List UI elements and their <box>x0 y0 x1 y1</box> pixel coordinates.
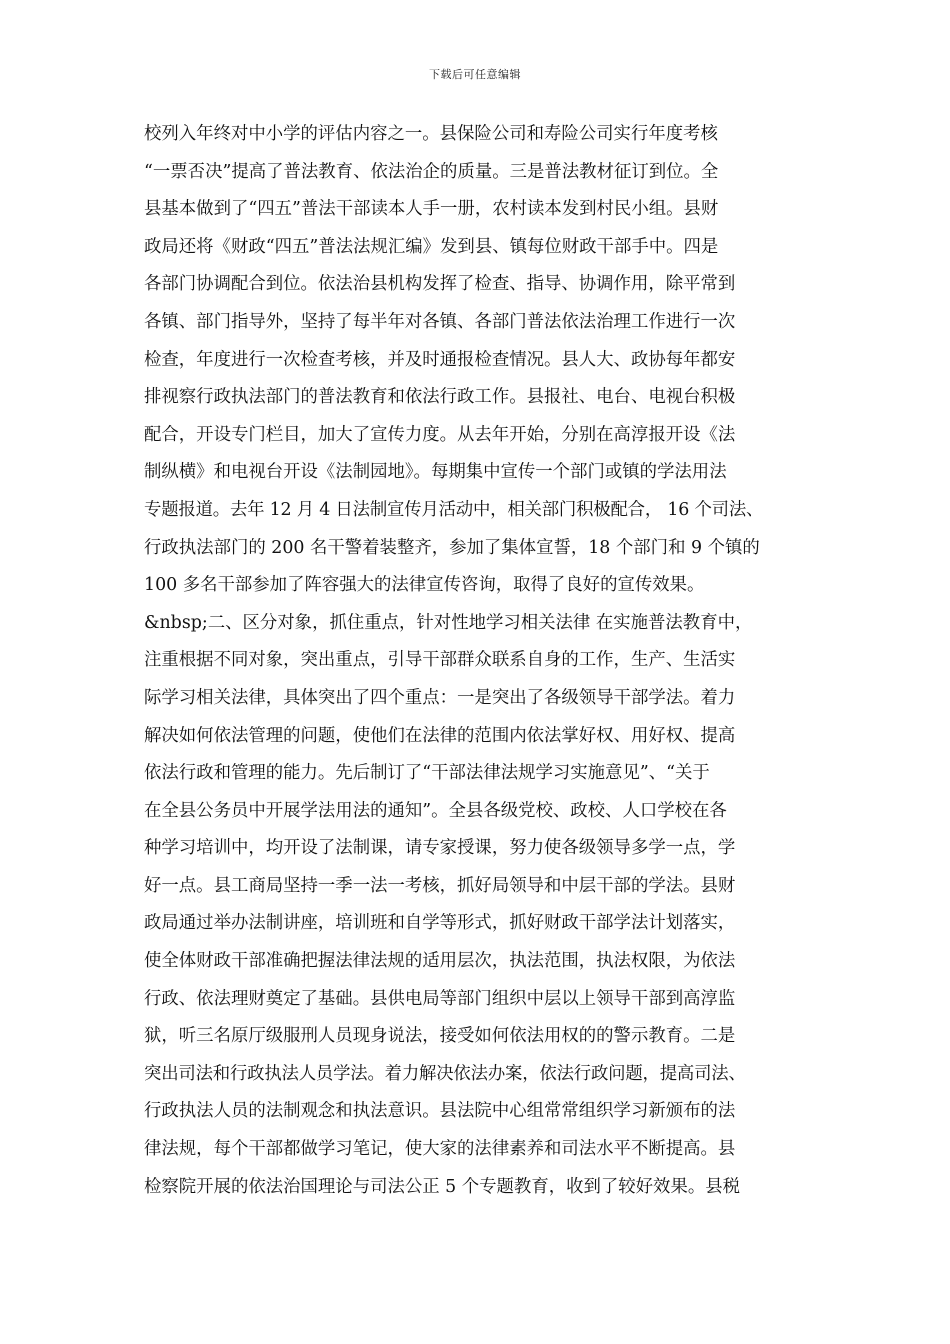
text-line: 排视察行政执法部门的普法教育和依法行政工作。县报社、电台、电视台积极 <box>144 387 736 408</box>
text-line: 使全体财政干部准确把握法律法规的适用层次，执法范围，执法权限，为依法 <box>144 951 736 972</box>
text-line: 各部门协调配合到位。依法治县机构发挥了检查、指导、协调作用，除平常到 <box>144 274 736 295</box>
text-line: 在全县公务员中开展学法用法的通知”。全县各级党校、政校、人口学校在各 <box>144 800 727 821</box>
text-line: 解决如何依法管理的问题，使他们在法律的范围内依法掌好权、用好权、提高 <box>144 725 736 746</box>
text-line: 政局还将《财政“四五”普法法规汇编》发到县、镇每位财政干部手中。四是 <box>144 236 719 257</box>
text-line: 狱，听三名原厅级服刑人员现身说法，接受如何依法用权的的警示教育。二是 <box>144 1026 736 1047</box>
page-header: 下载后可任意编辑 <box>429 68 521 81</box>
text-line: 制纵横》和电视台开设《法制园地》。每期集中宣传一个部门或镇的学法用法 <box>144 462 727 483</box>
text-line: 100 多名干部参加了阵容强大的法律宣传咨询，取得了良好的宣传效果。 <box>144 575 705 596</box>
text-line: 政局通过举办法制讲座，培训班和自学等形式，抓好财政干部学法计划落实， <box>144 913 736 934</box>
text-line: 行政执法人员的法制观念和执法意识。县法院中心组常常组织学习新颁布的法 <box>144 1101 736 1122</box>
text-line: 检察院开展的依法治国理论与司法公正 5 个专题教育，收到了较好效果。县税 <box>144 1176 741 1197</box>
text-line: 际学习相关法律，具体突出了四个重点：一是突出了各级领导干部学法。着力 <box>144 687 736 708</box>
text-line: 律法规，每个干部都做学习笔记，使大家的法律素养和司法水平不断提高。县 <box>144 1139 736 1160</box>
text-line: 配合，开设专门栏目，加大了宣传力度。从去年开始，分别在高淳报开设《法 <box>144 424 736 445</box>
text-line: 种学习培训中，均开设了法制课，请专家授课，努力使各级领导多学一点，学 <box>144 838 736 859</box>
text-line: 各镇、部门指导外，坚持了每半年对各镇、各部门普法依法治理工作进行一次 <box>144 311 736 332</box>
text-line: 专题报道。去年 12 月 4 日法制宣传月活动中，相关部门积极配合， 16 个司法、 <box>144 499 764 520</box>
text-line: 校列入年终对中小学的评估内容之一。县保险公司和寿险公司实行年度考核 <box>144 124 718 144</box>
text-line: 检查，年度进行一次检查考核，并及时通报检查情况。县人大、政协每年都安 <box>144 349 736 370</box>
text-line: 依法行政和管理的能力。先后制订了“干部法律法规学习实施意见”、“关于 <box>144 763 710 784</box>
text-line: “一票否决”提高了普法教育、依法治企的质量。三是普法教材征订到位。全 <box>144 161 719 182</box>
text-line: 县基本做到了“四五”普法干部读本人手一册，农村读本发到村民小组。县财 <box>144 199 719 220</box>
body-text <box>144 116 824 1206</box>
text-line: 注重根据不同对象，突出重点，引导干部群众联系自身的工作，生产、生活实 <box>144 650 736 671</box>
text-line: 行政、依法理财奠定了基础。县供电局等部门组织中层以上领导干部到高淳监 <box>144 988 736 1009</box>
text-line: 突出司法和行政执法人员学法。着力解决依法办案，依法行政问题，提高司法、 <box>144 1063 746 1084</box>
text-line: &nbsp;二、区分对象，抓住重点，针对性地学习相关法律 在实施普法教育中， <box>144 612 753 633</box>
text-line: 好一点。县工商局坚持一季一法一考核，抓好局领导和中层干部的学法。县财 <box>144 875 736 896</box>
text-line: 行政执法部门的 200 名干警着装整齐，参加了集体宣誓，18 个部门和 9 个镇的 <box>144 537 760 558</box>
